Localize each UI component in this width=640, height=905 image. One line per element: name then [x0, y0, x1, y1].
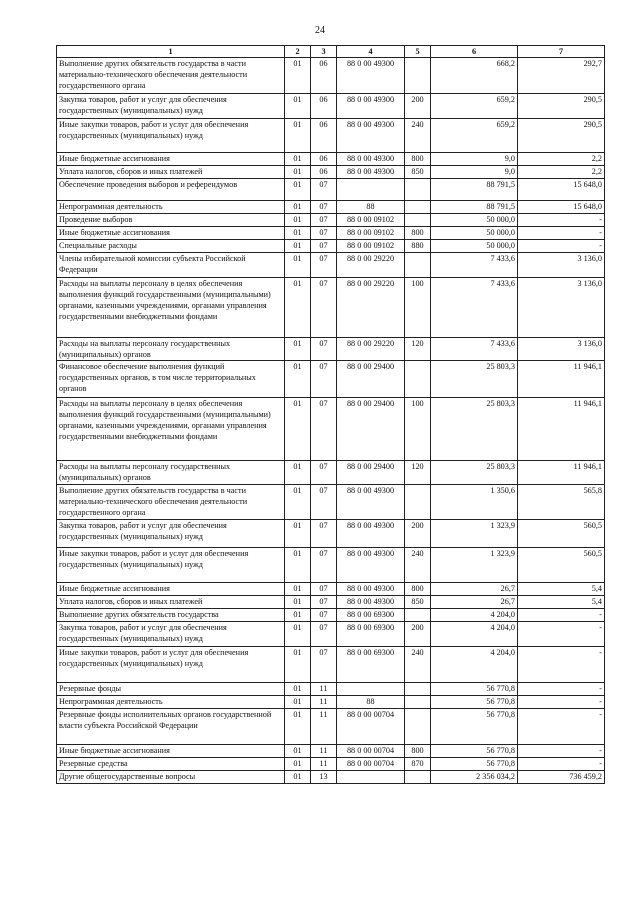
- table-row: [57, 94, 605, 119]
- table-row: [57, 119, 605, 153]
- cell-subsection: 07: [311, 278, 337, 338]
- cell-expense-type: [405, 771, 431, 784]
- cell-subsection: 06: [311, 58, 337, 94]
- cell-amount-year: 25 803,3: [431, 361, 518, 398]
- cell-expense-type: 800: [405, 745, 431, 758]
- cell-amount-year: 9,0: [431, 153, 518, 166]
- cell-amount-year: 26,7: [431, 596, 518, 609]
- table-row: [57, 179, 605, 201]
- cell-section: 01: [285, 214, 311, 227]
- table-row: [57, 338, 605, 361]
- cell-target-article: 88 0 00 49300: [337, 596, 405, 609]
- cell-target-article: 88 0 00 49300: [337, 520, 405, 548]
- cell-amount-year: 26,7: [431, 583, 518, 596]
- cell-name: Расходы на выплаты персоналу в целях обеспечения выполнения функций государственными (муниципальными) органами, казенными учреждениями, органами управления государственными внебюджетными фондами: [57, 398, 285, 461]
- cell-subsection: 07: [311, 596, 337, 609]
- cell-amount-executed: -: [518, 758, 605, 771]
- cell-target-article: 88 0 00 49300: [337, 485, 405, 520]
- cell-section: 01: [285, 758, 311, 771]
- column-header: 4: [337, 46, 405, 58]
- cell-expense-type: 100: [405, 398, 431, 461]
- cell-amount-executed: 5,4: [518, 596, 605, 609]
- cell-name: Иные закупки товаров, работ и услуг для обеспечения государственных (муниципальных) нужд: [57, 119, 285, 153]
- cell-amount-executed: 5,4: [518, 583, 605, 596]
- cell-expense-type: [405, 609, 431, 622]
- table-row: [57, 240, 605, 253]
- cell-name: Резервные фонды исполнительных органов государственной власти субъекта Российской Федерации: [57, 709, 285, 745]
- cell-amount-year: 56 770,8: [431, 683, 518, 696]
- table-row: [57, 745, 605, 758]
- cell-expense-type: 850: [405, 166, 431, 179]
- cell-section: 01: [285, 520, 311, 548]
- cell-amount-year: 7 433,6: [431, 338, 518, 361]
- cell-expense-type: 200: [405, 94, 431, 119]
- cell-subsection: 07: [311, 609, 337, 622]
- cell-amount-executed: -: [518, 683, 605, 696]
- table-row: [57, 201, 605, 214]
- table-row: [57, 758, 605, 771]
- cell-name: Члены избирательной комиссии субъекта Российской Федерации: [57, 253, 285, 278]
- cell-target-article: [337, 179, 405, 201]
- cell-amount-year: 659,2: [431, 94, 518, 119]
- cell-expense-type: [405, 58, 431, 94]
- cell-amount-year: 88 791,5: [431, 201, 518, 214]
- cell-name: Обеспечение проведения выборов и референдумов: [57, 179, 285, 201]
- cell-section: 01: [285, 609, 311, 622]
- page-number: 24: [315, 25, 325, 36]
- cell-name: Закупка товаров, работ и услуг для обеспечения государственных (муниципальных) нужд: [57, 622, 285, 647]
- cell-name: Иные бюджетные ассигнования: [57, 745, 285, 758]
- cell-amount-year: 7 433,6: [431, 278, 518, 338]
- cell-target-article: 88 0 00 49300: [337, 166, 405, 179]
- cell-target-article: [337, 683, 405, 696]
- cell-amount-executed: -: [518, 647, 605, 683]
- cell-name: Иные бюджетные ассигнования: [57, 153, 285, 166]
- cell-expense-type: 100: [405, 278, 431, 338]
- cell-name: Уплата налогов, сборов и иных платежей: [57, 596, 285, 609]
- cell-amount-year: 4 204,0: [431, 647, 518, 683]
- column-header: 1: [57, 46, 285, 58]
- cell-section: 01: [285, 179, 311, 201]
- cell-amount-executed: -: [518, 214, 605, 227]
- cell-target-article: 88 0 00 29220: [337, 253, 405, 278]
- cell-subsection: 07: [311, 548, 337, 583]
- cell-expense-type: 800: [405, 153, 431, 166]
- cell-name: Закупка товаров, работ и услуг для обеспечения государственных (муниципальных) нужд: [57, 94, 285, 119]
- cell-section: 01: [285, 253, 311, 278]
- cell-section: 01: [285, 548, 311, 583]
- cell-section: 01: [285, 166, 311, 179]
- cell-section: 01: [285, 278, 311, 338]
- cell-expense-type: 240: [405, 119, 431, 153]
- cell-subsection: 07: [311, 227, 337, 240]
- cell-expense-type: 870: [405, 758, 431, 771]
- cell-section: 01: [285, 361, 311, 398]
- cell-subsection: 07: [311, 647, 337, 683]
- cell-name: Иные бюджетные ассигнования: [57, 227, 285, 240]
- cell-amount-executed: 11 946,1: [518, 398, 605, 461]
- cell-amount-year: 2 356 034,2: [431, 771, 518, 784]
- cell-name: Непрограммная деятельность: [57, 696, 285, 709]
- cell-subsection: 11: [311, 758, 337, 771]
- cell-section: 01: [285, 227, 311, 240]
- cell-section: 01: [285, 709, 311, 745]
- cell-section: 01: [285, 119, 311, 153]
- cell-name: Иные закупки товаров, работ и услуг для обеспечения государственных (муниципальных) нужд: [57, 548, 285, 583]
- cell-amount-executed: -: [518, 227, 605, 240]
- cell-expense-type: 850: [405, 596, 431, 609]
- table-row: [57, 214, 605, 227]
- table-row: [57, 696, 605, 709]
- cell-section: 01: [285, 771, 311, 784]
- cell-target-article: 88: [337, 201, 405, 214]
- cell-target-article: 88 0 00 29220: [337, 278, 405, 338]
- cell-section: 01: [285, 622, 311, 647]
- cell-amount-year: 56 770,8: [431, 696, 518, 709]
- cell-name: Финансовое обеспечение выполнения функций государственных органов, в том числе территориальных органов: [57, 361, 285, 398]
- table-row: [57, 253, 605, 278]
- cell-expense-type: [405, 485, 431, 520]
- cell-target-article: 88 0 00 29400: [337, 361, 405, 398]
- cell-subsection: 06: [311, 166, 337, 179]
- table-row: [57, 361, 605, 398]
- cell-amount-executed: 11 946,1: [518, 461, 605, 485]
- cell-name: Уплата налогов, сборов и иных платежей: [57, 166, 285, 179]
- cell-section: 01: [285, 596, 311, 609]
- cell-subsection: 11: [311, 745, 337, 758]
- cell-section: 01: [285, 201, 311, 214]
- column-header: 5: [405, 46, 431, 58]
- cell-target-article: 88 0 00 49300: [337, 153, 405, 166]
- cell-expense-type: 880: [405, 240, 431, 253]
- cell-target-article: 88 0 00 29220: [337, 338, 405, 361]
- cell-subsection: 11: [311, 696, 337, 709]
- cell-amount-year: 50 000,0: [431, 227, 518, 240]
- cell-amount-executed: 560,5: [518, 548, 605, 583]
- table-row: [57, 485, 605, 520]
- cell-subsection: 07: [311, 485, 337, 520]
- cell-target-article: 88 0 00 09102: [337, 227, 405, 240]
- cell-subsection: 07: [311, 179, 337, 201]
- cell-amount-executed: 2,2: [518, 153, 605, 166]
- table-row: [57, 227, 605, 240]
- cell-name: Проведение выборов: [57, 214, 285, 227]
- cell-amount-year: 50 000,0: [431, 214, 518, 227]
- cell-amount-executed: -: [518, 709, 605, 745]
- cell-amount-year: 25 803,3: [431, 398, 518, 461]
- table-row: [57, 683, 605, 696]
- cell-target-article: 88 0 00 49300: [337, 94, 405, 119]
- table-row: [57, 609, 605, 622]
- cell-expense-type: 120: [405, 338, 431, 361]
- cell-section: 01: [285, 485, 311, 520]
- cell-amount-year: 7 433,6: [431, 253, 518, 278]
- cell-amount-executed: 3 136,0: [518, 253, 605, 278]
- cell-subsection: 06: [311, 94, 337, 119]
- table-row: [57, 596, 605, 609]
- cell-subsection: 07: [311, 201, 337, 214]
- cell-amount-executed: 11 946,1: [518, 361, 605, 398]
- cell-amount-executed: 3 136,0: [518, 278, 605, 338]
- cell-name: Расходы на выплаты персоналу государственных (муниципальных) органов: [57, 461, 285, 485]
- cell-amount-year: 56 770,8: [431, 709, 518, 745]
- budget-table: [56, 45, 605, 784]
- cell-amount-executed: -: [518, 609, 605, 622]
- cell-subsection: 13: [311, 771, 337, 784]
- table-row: [57, 622, 605, 647]
- cell-name: Резервные фонды: [57, 683, 285, 696]
- cell-section: 01: [285, 338, 311, 361]
- cell-amount-year: 659,2: [431, 119, 518, 153]
- column-header: 2: [285, 46, 311, 58]
- cell-amount-executed: -: [518, 745, 605, 758]
- cell-subsection: 07: [311, 398, 337, 461]
- table-row: [57, 166, 605, 179]
- cell-target-article: 88 0 00 49300: [337, 119, 405, 153]
- cell-target-article: 88 0 00 00704: [337, 709, 405, 745]
- cell-target-article: 88 0 00 09102: [337, 240, 405, 253]
- cell-expense-type: [405, 683, 431, 696]
- cell-expense-type: [405, 696, 431, 709]
- table-row: [57, 153, 605, 166]
- cell-subsection: 06: [311, 119, 337, 153]
- cell-amount-year: 4 204,0: [431, 609, 518, 622]
- table-row: [57, 461, 605, 485]
- table-row: [57, 647, 605, 683]
- cell-amount-executed: 15 648,0: [518, 201, 605, 214]
- cell-target-article: 88 0 00 69300: [337, 647, 405, 683]
- cell-section: 01: [285, 647, 311, 683]
- cell-amount-executed: 560,5: [518, 520, 605, 548]
- cell-subsection: 07: [311, 240, 337, 253]
- cell-target-article: 88 0 00 69300: [337, 609, 405, 622]
- table-header-row: [57, 46, 605, 58]
- cell-expense-type: 120: [405, 461, 431, 485]
- cell-target-article: 88 0 00 49300: [337, 58, 405, 94]
- cell-target-article: 88 0 00 69300: [337, 622, 405, 647]
- cell-expense-type: 800: [405, 583, 431, 596]
- cell-amount-year: 1 323,9: [431, 520, 518, 548]
- cell-amount-year: 56 770,8: [431, 758, 518, 771]
- table-row: [57, 583, 605, 596]
- cell-subsection: 07: [311, 361, 337, 398]
- cell-section: 01: [285, 683, 311, 696]
- cell-name: Специальные расходы: [57, 240, 285, 253]
- cell-amount-executed: -: [518, 622, 605, 647]
- column-header: 6: [431, 46, 518, 58]
- table-row: [57, 58, 605, 94]
- cell-amount-year: 4 204,0: [431, 622, 518, 647]
- table-row: [57, 771, 605, 784]
- cell-name: Закупка товаров, работ и услуг для обеспечения государственных (муниципальных) нужд: [57, 520, 285, 548]
- cell-expense-type: [405, 361, 431, 398]
- cell-amount-executed: 290,5: [518, 119, 605, 153]
- cell-section: 01: [285, 696, 311, 709]
- cell-expense-type: 800: [405, 227, 431, 240]
- cell-subsection: 07: [311, 338, 337, 361]
- cell-name: Выполнение других обязательств государства в части материально-технического обеспечения деятельности государственного органа: [57, 485, 285, 520]
- cell-expense-type: [405, 253, 431, 278]
- cell-subsection: 06: [311, 153, 337, 166]
- cell-expense-type: 200: [405, 622, 431, 647]
- cell-target-article: 88: [337, 696, 405, 709]
- cell-section: 01: [285, 58, 311, 94]
- table-row: [57, 520, 605, 548]
- cell-amount-year: 25 803,3: [431, 461, 518, 485]
- cell-expense-type: 240: [405, 647, 431, 683]
- cell-section: 01: [285, 398, 311, 461]
- cell-amount-year: 668,2: [431, 58, 518, 94]
- cell-subsection: 07: [311, 214, 337, 227]
- cell-section: 01: [285, 153, 311, 166]
- cell-name: Выполнение других обязательств государства: [57, 609, 285, 622]
- cell-amount-year: 56 770,8: [431, 745, 518, 758]
- cell-subsection: 07: [311, 520, 337, 548]
- cell-subsection: 11: [311, 683, 337, 696]
- cell-section: 01: [285, 583, 311, 596]
- cell-amount-executed: 3 136,0: [518, 338, 605, 361]
- cell-target-article: [337, 771, 405, 784]
- cell-section: 01: [285, 94, 311, 119]
- cell-subsection: 07: [311, 583, 337, 596]
- cell-amount-year: 50 000,0: [431, 240, 518, 253]
- cell-amount-executed: 2,2: [518, 166, 605, 179]
- cell-target-article: 88 0 00 00704: [337, 758, 405, 771]
- cell-expense-type: [405, 709, 431, 745]
- cell-expense-type: [405, 201, 431, 214]
- cell-section: 01: [285, 745, 311, 758]
- cell-subsection: 07: [311, 622, 337, 647]
- cell-name: Непрограммная деятельность: [57, 201, 285, 214]
- cell-expense-type: 240: [405, 548, 431, 583]
- cell-amount-executed: 292,7: [518, 58, 605, 94]
- cell-target-article: 88 0 00 29400: [337, 398, 405, 461]
- table-row: [57, 548, 605, 583]
- cell-target-article: 88 0 00 49300: [337, 548, 405, 583]
- cell-amount-executed: 15 648,0: [518, 179, 605, 201]
- cell-section: 01: [285, 461, 311, 485]
- cell-expense-type: 200: [405, 520, 431, 548]
- cell-target-article: 88 0 00 09102: [337, 214, 405, 227]
- table-row: [57, 709, 605, 745]
- column-header: 7: [518, 46, 605, 58]
- cell-amount-executed: -: [518, 240, 605, 253]
- cell-amount-executed: 565,8: [518, 485, 605, 520]
- cell-amount-year: 1 350,6: [431, 485, 518, 520]
- cell-expense-type: [405, 214, 431, 227]
- cell-subsection: 11: [311, 709, 337, 745]
- cell-target-article: 88 0 00 00704: [337, 745, 405, 758]
- cell-expense-type: [405, 179, 431, 201]
- cell-amount-year: 9,0: [431, 166, 518, 179]
- cell-amount-executed: 736 459,2: [518, 771, 605, 784]
- cell-name: Другие общегосударственные вопросы: [57, 771, 285, 784]
- cell-target-article: 88 0 00 29400: [337, 461, 405, 485]
- cell-target-article: 88 0 00 49300: [337, 583, 405, 596]
- cell-section: 01: [285, 240, 311, 253]
- cell-name: Иные бюджетные ассигнования: [57, 583, 285, 596]
- table-row: [57, 278, 605, 338]
- cell-name: Расходы на выплаты персоналу в целях обеспечения выполнения функций государственными (муниципальными) органами, казенными учреждениями, органами управления государственными внебюджетными фондами: [57, 278, 285, 338]
- cell-name: Резервные средства: [57, 758, 285, 771]
- cell-name: Расходы на выплаты персоналу государственных (муниципальных) органов: [57, 338, 285, 361]
- cell-amount-executed: 290,5: [518, 94, 605, 119]
- table-row: [57, 398, 605, 461]
- cell-amount-executed: -: [518, 696, 605, 709]
- cell-subsection: 07: [311, 461, 337, 485]
- cell-amount-year: 1 323,9: [431, 548, 518, 583]
- cell-subsection: 07: [311, 253, 337, 278]
- cell-name: Выполнение других обязательств государства в части материально-технического обеспечения деятельности государственного органа: [57, 58, 285, 94]
- cell-amount-year: 88 791,5: [431, 179, 518, 201]
- column-header: 3: [311, 46, 337, 58]
- cell-name: Иные закупки товаров, работ и услуг для обеспечения государственных (муниципальных) нужд: [57, 647, 285, 683]
